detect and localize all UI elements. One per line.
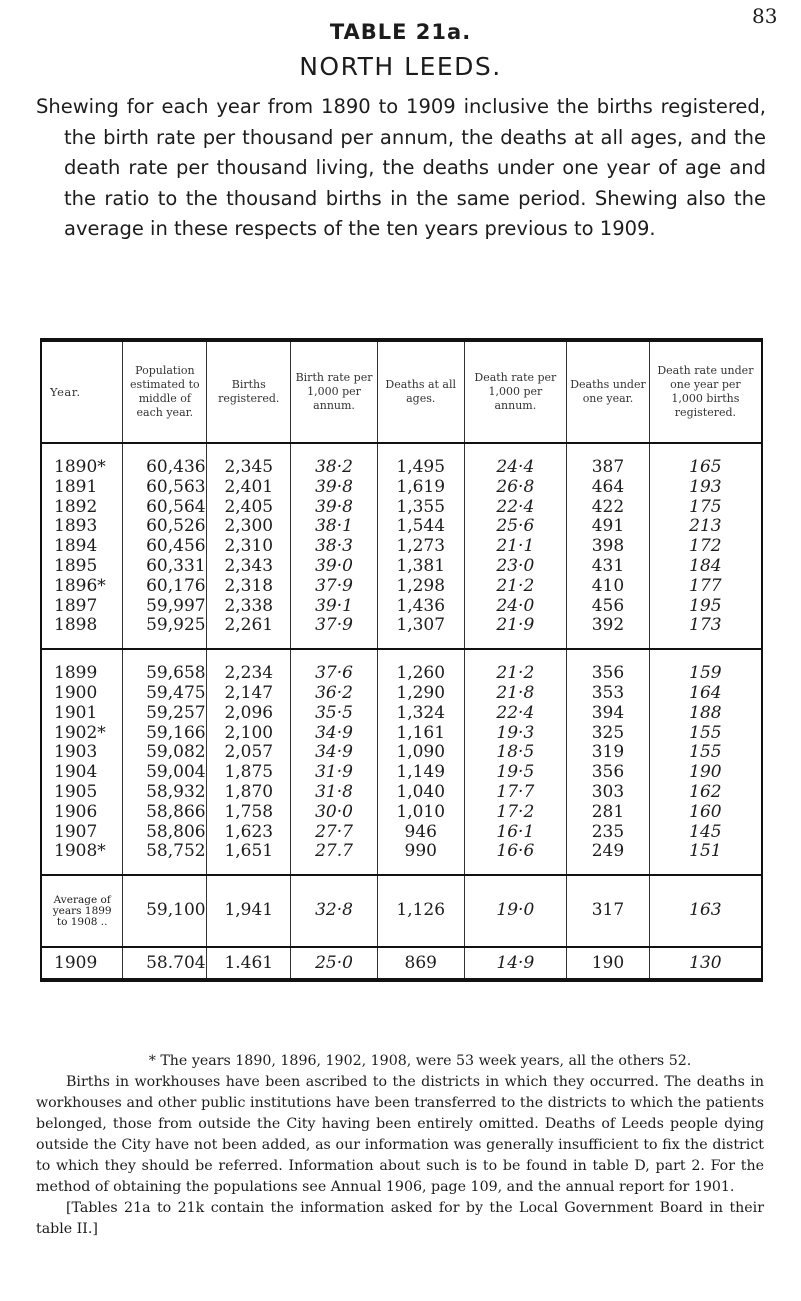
cell-death-rate: 19·0 [464,875,567,947]
cell-infant-deaths: 392 [567,616,650,649]
cell-births: 2,057 [207,743,291,763]
cell-births: 2,338 [207,597,291,617]
cell-infant-deaths: 398 [567,537,650,557]
header-population: Population estimated to middle of each year. [123,340,207,443]
cell-death-rate: 21·8 [464,684,567,704]
cell-population: 59,166 [123,724,207,744]
cell-infant-death-rate: 159 [649,649,762,684]
cell-death-rate: 19·5 [464,763,567,783]
cell-infant-deaths: 281 [567,803,650,823]
cell-death-rate: 24·4 [464,443,567,478]
cell-year: 1903 [54,742,98,763]
cell-population: 59,997 [123,597,207,617]
cell-birth-rate: 39·0 [291,557,378,577]
cell-infant-deaths: 431 [567,557,650,577]
cell-year: 1909 [54,953,98,974]
cell-birth-rate: 38·2 [291,443,378,478]
cell-infant-death-rate: 164 [649,684,762,704]
cell-population: 60,563 [123,478,207,498]
cell-death-rate: 24·0 [464,597,567,617]
cell-births: 1,875 [207,763,291,783]
cell-death-rate: 16·1 [464,823,567,843]
cell-deaths: 1,619 [377,478,464,498]
cell-year: 1907 [54,821,98,842]
cell-infant-deaths: 387 [567,443,650,478]
cell-births: 1,870 [207,783,291,803]
header-infant-death-rate: Death rate under one year per 1,000 births registered. [649,340,762,443]
cell-population: 59,082 [123,743,207,763]
cell-population: 59,100 [123,875,207,947]
cell-births: 1,623 [207,823,291,843]
cell-infant-deaths: 394 [567,704,650,724]
footnote-workhouses: Births in workhouses have been ascribed to the districts in which they occurred. The deaths in workhouses and other public institutions have been transferred to the districts to which the patients belonged, those from outside the City having been entirely omitted. Deaths of Leeds people dying outside the City have not been added, as our information was generally insufficient to fix the district to which they should be referred. Information about such is to be found in table D, part 2. For the method of obtaining the populations see Annual 1906, page 109, and the annual report for 1901. [36,1074,764,1195]
table-row [41,743,762,763]
cell-births: 1,651 [207,842,291,875]
cell-death-rate: 17·7 [464,783,567,803]
cell-population: 58,806 [123,823,207,843]
cell-death-rate: 16·6 [464,842,567,875]
cell-year: 1895 [54,555,98,576]
average-label: Average of years 1899 to 1908 .. [41,875,123,947]
table-row [41,823,762,843]
cell-births: 2,261 [207,616,291,649]
cell-infant-deaths: 317 [567,875,650,947]
cell-infant-deaths: 235 [567,823,650,843]
cell-births: 2,401 [207,478,291,498]
cell-birth-rate: 38·1 [291,517,378,537]
cell-infant-death-rate: 184 [649,557,762,577]
cell-infant-deaths: 319 [567,743,650,763]
cell-infant-death-rate: 160 [649,803,762,823]
cell-birth-rate: 37·6 [291,649,378,684]
cell-births: 2,300 [207,517,291,537]
cell-birth-rate: 27·7 [291,823,378,843]
cell-birth-rate: 38·3 [291,537,378,557]
table-row [41,577,762,597]
cell-infant-death-rate: 163 [649,875,762,947]
table-heading: TABLE 21a. [329,20,472,44]
table-row [41,684,762,704]
cell-year: 1892 [54,496,98,517]
cell-birth-rate: 30·0 [291,803,378,823]
cell-infant-death-rate: 155 [649,724,762,744]
cell-birth-rate: 35·5 [291,704,378,724]
cell-deaths: 1,307 [377,616,464,649]
cell-infant-deaths: 456 [567,597,650,617]
cell-year: 1898 [54,615,98,636]
cell-infant-death-rate: 193 [649,478,762,498]
cell-infant-deaths: 464 [567,478,650,498]
cell-births: 1,758 [207,803,291,823]
cell-population: 58,866 [123,803,207,823]
page-number: 83 [752,4,778,28]
footnote-lgb-tables: [Tables 21a to 21k contain the information asked for by the Local Government Board in their table II.] [36,1200,764,1237]
cell-deaths: 1,290 [377,684,464,704]
cell-birth-rate: 32·8 [291,875,378,947]
cell-deaths: 1,010 [377,803,464,823]
cell-deaths: 869 [377,947,464,980]
cell-birth-rate: 27.7 [291,842,378,875]
cell-infant-deaths: 190 [567,947,650,980]
table-row [41,783,762,803]
cell-birth-rate: 37·9 [291,577,378,597]
cell-deaths: 946 [377,823,464,843]
cell-infant-deaths: 325 [567,724,650,744]
table-row [41,616,762,649]
cell-death-rate: 22·4 [464,704,567,724]
cell-population: 59,004 [123,763,207,783]
cell-death-rate: 19·3 [464,724,567,744]
cell-death-rate: 21·2 [464,577,567,597]
cell-year: 1900 [54,682,98,703]
cell-population: 58,932 [123,783,207,803]
cell-infant-death-rate: 172 [649,537,762,557]
cell-year: 1908* [54,841,106,862]
cell-population: 60,331 [123,557,207,577]
cell-population: 60,564 [123,498,207,518]
cell-year: 1897 [54,595,98,616]
cell-births: 2,234 [207,649,291,684]
cell-infant-deaths: 422 [567,498,650,518]
cell-death-rate: 21·1 [464,537,567,557]
cell-infant-death-rate: 155 [649,743,762,763]
cell-death-rate: 17·2 [464,803,567,823]
cell-death-rate: 21·9 [464,616,567,649]
cell-deaths: 1,544 [377,517,464,537]
cell-death-rate: 21·2 [464,649,567,684]
cell-birth-rate: 39·1 [291,597,378,617]
cell-population: 59,475 [123,684,207,704]
cell-year: 1896* [54,575,106,596]
cell-infant-deaths: 353 [567,684,650,704]
cell-births: 2,310 [207,537,291,557]
cell-population: 58,752 [123,842,207,875]
cell-population: 60,456 [123,537,207,557]
cell-deaths: 1,381 [377,557,464,577]
cell-infant-deaths: 356 [567,763,650,783]
cell-birth-rate: 36·2 [291,684,378,704]
header-row [41,340,762,443]
cell-year: 1894 [54,536,98,557]
header-deaths: Deaths at all ages. [377,340,464,443]
cell-deaths: 1,495 [377,443,464,478]
table-row [41,763,762,783]
cell-population: 60,436 [123,443,207,478]
cell-year: 1893 [54,516,98,537]
table-row [41,875,762,947]
cell-birth-rate: 39·8 [291,498,378,518]
cell-birth-rate: 25·0 [291,947,378,980]
cell-infant-death-rate: 173 [649,616,762,649]
footnote-week-years: * The years 1890, 1896, 1902, 1908, were 53 week years, all the others 52. [148,1053,692,1069]
cell-deaths: 1,126 [377,875,464,947]
cell-population: 60,526 [123,517,207,537]
cell-deaths: 990 [377,842,464,875]
cell-deaths: 1,149 [377,763,464,783]
header-death-rate: Death rate per 1,000 per annum. [464,340,567,443]
header-infant-deaths: Deaths under one year. [567,340,650,443]
cell-population: 59,658 [123,649,207,684]
cell-births: 2,096 [207,704,291,724]
table-row [41,947,762,980]
cell-year: 1891 [54,476,98,497]
cell-infant-death-rate: 213 [649,517,762,537]
header-birth-rate: Birth rate per 1,000 per annum. [291,340,378,443]
cell-death-rate: 18·5 [464,743,567,763]
cell-deaths: 1,298 [377,577,464,597]
cell-infant-death-rate: 175 [649,498,762,518]
table-row [41,803,762,823]
cell-infant-death-rate: 188 [649,704,762,724]
cell-deaths: 1,260 [377,649,464,684]
cell-infant-deaths: 491 [567,517,650,537]
table-row [41,557,762,577]
cell-death-rate: 22·4 [464,498,567,518]
cell-death-rate: 25·6 [464,517,567,537]
cell-births: 2,147 [207,684,291,704]
cell-infant-death-rate: 165 [649,443,762,478]
cell-births: 2,318 [207,577,291,597]
cell-death-rate: 23·0 [464,557,567,577]
intro-paragraph: Shewing for each year from 1890 to 1909 inclusive the births registered, the birth rate per thousand per annum, the deaths at all ages, and the death rate per thousand living, the deaths under one year of age and the ratio to the thousand births in the same period. Shewing also the average in these respects of the ten years previous to 1909. [36,95,766,240]
cell-year: 1901 [54,702,98,723]
cell-year: 1905 [54,781,98,802]
cell-births: 2,405 [207,498,291,518]
cell-births: 2,345 [207,443,291,478]
cell-birth-rate: 31·8 [291,783,378,803]
cell-deaths: 1,273 [377,537,464,557]
cell-birth-rate: 37·9 [291,616,378,649]
cell-infant-deaths: 249 [567,842,650,875]
header-year: Year. [41,340,123,443]
cell-infant-death-rate: 145 [649,823,762,843]
cell-deaths: 1,324 [377,704,464,724]
table-row [41,704,762,724]
table-row [41,478,762,498]
table-row [41,537,762,557]
table-row [41,443,762,478]
table-row [41,498,762,518]
cell-birth-rate: 39·8 [291,478,378,498]
cell-birth-rate: 34·9 [291,724,378,744]
cell-infant-death-rate: 162 [649,783,762,803]
cell-infant-death-rate: 151 [649,842,762,875]
cell-deaths: 1,040 [377,783,464,803]
cell-births: 2,100 [207,724,291,744]
table-row [41,597,762,617]
cell-infant-death-rate: 195 [649,597,762,617]
cell-population: 60,176 [123,577,207,597]
footnotes [36,1051,764,1240]
cell-infant-deaths: 356 [567,649,650,684]
cell-death-rate: 26·8 [464,478,567,498]
table-row [41,517,762,537]
cell-population: 59,925 [123,616,207,649]
cell-infant-death-rate: 130 [649,947,762,980]
cell-birth-rate: 34·9 [291,743,378,763]
cell-deaths: 1,161 [377,724,464,744]
cell-births: 1,941 [207,875,291,947]
table-row [41,842,762,875]
cell-infant-deaths: 303 [567,783,650,803]
cell-infant-death-rate: 190 [649,763,762,783]
cell-death-rate: 14·9 [464,947,567,980]
cell-births: 1.461 [207,947,291,980]
cell-deaths: 1,090 [377,743,464,763]
cell-year: 1904 [54,762,98,783]
cell-deaths: 1,355 [377,498,464,518]
table-row [41,724,762,744]
cell-deaths: 1,436 [377,597,464,617]
statistics-table [40,338,763,982]
cell-year: 1899 [41,649,123,684]
district-subheading: NORTH LEEDS. [299,52,502,81]
table-row [41,649,762,684]
header-births: Births registered. [207,340,291,443]
cell-year: 1902* [54,722,106,743]
cell-population: 58.704 [123,947,207,980]
cell-year: 1906 [54,801,98,822]
cell-infant-death-rate: 177 [649,577,762,597]
cell-year: 1890* [54,457,106,477]
cell-birth-rate: 31·9 [291,763,378,783]
cell-births: 2,343 [207,557,291,577]
cell-population: 59,257 [123,704,207,724]
cell-infant-deaths: 410 [567,577,650,597]
